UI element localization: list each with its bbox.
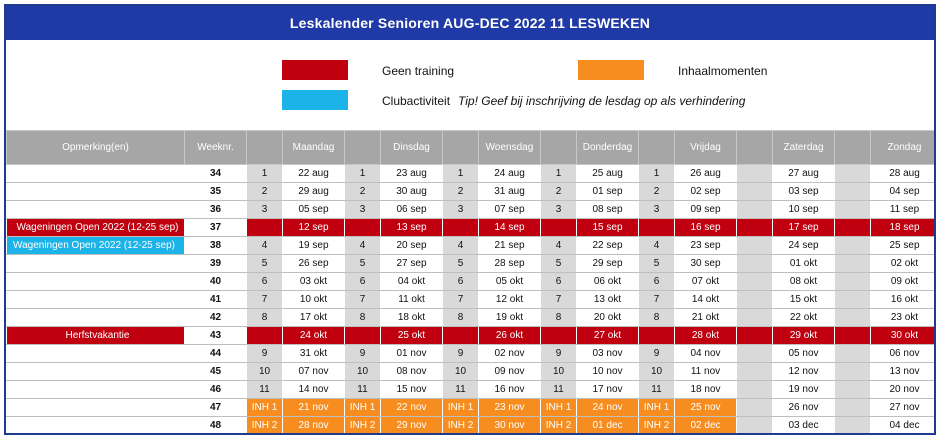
lesson-number-cell	[737, 165, 773, 183]
lesson-number-cell: 4	[247, 237, 283, 255]
date-cell: 22 aug	[283, 165, 345, 183]
remark-cell: Wageningen Open 2022 (12-25 sep)	[7, 219, 185, 237]
remark-cell	[7, 399, 185, 417]
lesson-number-cell: 3	[443, 201, 479, 219]
date-cell: 10 okt	[283, 291, 345, 309]
table-header	[7, 131, 937, 165]
table-row	[7, 345, 937, 363]
table-row	[7, 327, 937, 345]
lesson-number-cell	[835, 201, 871, 219]
table-row	[7, 399, 937, 417]
date-cell: 06 okt	[577, 273, 639, 291]
lesson-number-cell: 5	[639, 255, 675, 273]
date-cell: 01 sep	[577, 183, 639, 201]
lesson-number-cell	[737, 219, 773, 237]
date-cell: 03 nov	[577, 345, 639, 363]
lesson-number-cell: 11	[639, 381, 675, 399]
remark-cell	[7, 363, 185, 381]
date-cell: 29 aug	[283, 183, 345, 201]
lesson-number-cell	[835, 255, 871, 273]
date-cell: 26 nov	[773, 399, 835, 417]
date-cell: 17 nov	[577, 381, 639, 399]
lesson-number-cell	[835, 309, 871, 327]
date-cell: 02 okt	[871, 255, 937, 273]
legend-label-catch-up: Inhaalmomenten	[678, 64, 768, 78]
date-cell: 29 nov	[381, 417, 443, 435]
date-cell: 31 aug	[479, 183, 541, 201]
legend-label-club-activity: Clubactiviteit	[382, 94, 451, 108]
date-cell: 16 nov	[479, 381, 541, 399]
date-cell: 07 okt	[675, 273, 737, 291]
legend-tip: Tip! Geef bij inschrijving de lesdag op als verhindering	[458, 94, 746, 108]
lesson-number-cell: 11	[541, 381, 577, 399]
lesson-number-cell: INH 1	[247, 399, 283, 417]
date-cell: 18 okt	[381, 309, 443, 327]
date-cell: 01 nov	[381, 345, 443, 363]
lesson-number-cell	[737, 309, 773, 327]
lesson-number-cell	[737, 273, 773, 291]
remark-cell	[7, 381, 185, 399]
lesson-number-cell: 8	[443, 309, 479, 327]
lesson-number-cell: 11	[443, 381, 479, 399]
legend-swatch-catch-up	[578, 60, 644, 80]
lesson-number-cell: 11	[345, 381, 381, 399]
lesson-number-cell	[737, 399, 773, 417]
schedule-table	[6, 130, 936, 435]
column-header: Dinsdag	[381, 131, 443, 165]
lesson-number-cell: 2	[247, 183, 283, 201]
lesson-number-cell	[835, 183, 871, 201]
week-number-cell: 37	[185, 219, 247, 237]
date-cell: 23 nov	[479, 399, 541, 417]
lesson-number-cell: 6	[639, 273, 675, 291]
date-cell: 21 okt	[675, 309, 737, 327]
date-cell: 29 sep	[577, 255, 639, 273]
column-header	[345, 131, 381, 165]
table-row	[7, 273, 937, 291]
lesson-number-cell: 8	[247, 309, 283, 327]
date-cell: 27 nov	[871, 399, 937, 417]
date-cell: 28 okt	[675, 327, 737, 345]
lesson-number-cell: 5	[541, 255, 577, 273]
date-cell: 26 sep	[283, 255, 345, 273]
column-header	[737, 131, 773, 165]
column-header: Woensdag	[479, 131, 541, 165]
date-cell: 08 okt	[773, 273, 835, 291]
date-cell: 09 nov	[479, 363, 541, 381]
date-cell: 12 nov	[773, 363, 835, 381]
lesson-number-cell	[247, 327, 283, 345]
column-header: Zaterdag	[773, 131, 835, 165]
table-row	[7, 381, 937, 399]
lesson-number-cell: INH 2	[639, 417, 675, 435]
date-cell: 28 sep	[479, 255, 541, 273]
date-cell: 02 sep	[675, 183, 737, 201]
date-cell: 07 sep	[479, 201, 541, 219]
date-cell: 25 nov	[675, 399, 737, 417]
lesson-number-cell: INH 2	[443, 417, 479, 435]
date-cell: 23 okt	[871, 309, 937, 327]
column-header: Zondag	[871, 131, 937, 165]
date-cell: 10 sep	[773, 201, 835, 219]
date-cell: 12 okt	[479, 291, 541, 309]
date-cell: 06 sep	[381, 201, 443, 219]
column-header	[443, 131, 479, 165]
date-cell: 26 aug	[675, 165, 737, 183]
lesson-number-cell	[835, 291, 871, 309]
date-cell: 12 sep	[283, 219, 345, 237]
legend-swatch-club-activity	[282, 90, 348, 110]
lesson-number-cell: 10	[345, 363, 381, 381]
lesson-number-cell: 7	[443, 291, 479, 309]
week-number-cell: 44	[185, 345, 247, 363]
lesson-number-cell	[541, 219, 577, 237]
week-number-cell: 42	[185, 309, 247, 327]
remark-cell	[7, 255, 185, 273]
lesson-number-cell	[737, 291, 773, 309]
lesson-number-cell	[443, 327, 479, 345]
date-cell: 05 sep	[283, 201, 345, 219]
date-cell: 03 sep	[773, 183, 835, 201]
lesson-number-cell	[541, 327, 577, 345]
date-cell: 13 sep	[381, 219, 443, 237]
remark-cell: Wageningen Open 2022 (12-25 sep)	[7, 237, 185, 255]
lesson-number-cell: 2	[639, 183, 675, 201]
date-cell: 29 okt	[773, 327, 835, 345]
date-cell: 25 sep	[871, 237, 937, 255]
date-cell: 15 sep	[577, 219, 639, 237]
lesson-number-cell: 6	[541, 273, 577, 291]
lesson-number-cell: 5	[247, 255, 283, 273]
lesson-number-cell: 9	[345, 345, 381, 363]
date-cell: 28 nov	[283, 417, 345, 435]
table-row	[7, 255, 937, 273]
lesson-number-cell: 10	[541, 363, 577, 381]
date-cell: 01 dec	[577, 417, 639, 435]
date-cell: 19 sep	[283, 237, 345, 255]
date-cell: 27 aug	[773, 165, 835, 183]
date-cell: 09 okt	[871, 273, 937, 291]
table-body	[7, 165, 937, 435]
date-cell: 06 nov	[871, 345, 937, 363]
lesson-number-cell: 10	[639, 363, 675, 381]
lesson-number-cell: 5	[345, 255, 381, 273]
date-cell: 30 nov	[479, 417, 541, 435]
week-number-cell: 36	[185, 201, 247, 219]
lesson-number-cell: 2	[345, 183, 381, 201]
lesson-number-cell: 9	[443, 345, 479, 363]
date-cell: 04 dec	[871, 417, 937, 435]
date-cell: 08 sep	[577, 201, 639, 219]
lesson-number-cell: INH 1	[345, 399, 381, 417]
week-number-cell: 43	[185, 327, 247, 345]
remark-cell	[7, 165, 185, 183]
lesson-number-cell: 3	[639, 201, 675, 219]
remark-cell: Herfstvakantie	[7, 327, 185, 345]
date-cell: 17 okt	[283, 309, 345, 327]
lesson-number-cell	[737, 345, 773, 363]
date-cell: 02 dec	[675, 417, 737, 435]
date-cell: 24 nov	[577, 399, 639, 417]
week-number-cell: 40	[185, 273, 247, 291]
remark-cell	[7, 273, 185, 291]
lesson-number-cell	[737, 327, 773, 345]
lesson-number-cell: 9	[247, 345, 283, 363]
date-cell: 24 okt	[283, 327, 345, 345]
date-cell: 22 nov	[381, 399, 443, 417]
lesson-number-cell	[835, 237, 871, 255]
table-row	[7, 219, 937, 237]
date-cell: 04 nov	[675, 345, 737, 363]
lesson-number-cell: INH 2	[247, 417, 283, 435]
date-cell: 11 sep	[871, 201, 937, 219]
lesson-number-cell: INH 1	[541, 399, 577, 417]
lesson-number-cell	[737, 237, 773, 255]
remark-cell	[7, 291, 185, 309]
table-row	[7, 309, 937, 327]
lesson-number-cell	[835, 273, 871, 291]
date-cell: 30 okt	[871, 327, 937, 345]
table-row	[7, 183, 937, 201]
column-header: Weeknr.	[185, 131, 247, 165]
date-cell: 28 aug	[871, 165, 937, 183]
lesson-number-cell	[737, 183, 773, 201]
column-header: Opmerking(en)	[7, 131, 185, 165]
lesson-number-cell: 8	[541, 309, 577, 327]
lesson-number-cell: 2	[443, 183, 479, 201]
date-cell: 16 sep	[675, 219, 737, 237]
date-cell: 02 nov	[479, 345, 541, 363]
column-header: Donderdag	[577, 131, 639, 165]
date-cell: 04 sep	[871, 183, 937, 201]
legend-label-no-training: Geen training	[382, 64, 455, 78]
column-header	[541, 131, 577, 165]
date-cell: 24 sep	[773, 237, 835, 255]
lesson-number-cell: INH 1	[639, 399, 675, 417]
date-cell: 11 nov	[675, 363, 737, 381]
date-cell: 23 aug	[381, 165, 443, 183]
date-cell: 26 okt	[479, 327, 541, 345]
lesson-number-cell	[247, 219, 283, 237]
date-cell: 31 okt	[283, 345, 345, 363]
date-cell: 19 okt	[479, 309, 541, 327]
week-number-cell: 34	[185, 165, 247, 183]
date-cell: 22 okt	[773, 309, 835, 327]
lesson-number-cell: 7	[639, 291, 675, 309]
lesson-number-cell	[835, 363, 871, 381]
week-number-cell: 48	[185, 417, 247, 435]
legend-swatch-no-training	[282, 60, 348, 80]
column-header	[639, 131, 675, 165]
column-header	[247, 131, 283, 165]
lesson-number-cell: 3	[541, 201, 577, 219]
lesson-number-cell	[737, 255, 773, 273]
remark-cell	[7, 417, 185, 435]
lesson-number-cell: 10	[443, 363, 479, 381]
lesson-number-cell: 7	[247, 291, 283, 309]
lesson-number-cell: 9	[639, 345, 675, 363]
date-cell: 01 okt	[773, 255, 835, 273]
lesson-number-cell	[835, 345, 871, 363]
page-title: Leskalender Senioren AUG-DEC 2022 11 LESWEKEN	[6, 6, 934, 40]
date-cell: 19 nov	[773, 381, 835, 399]
date-cell: 05 nov	[773, 345, 835, 363]
table-row	[7, 291, 937, 309]
week-number-cell: 46	[185, 381, 247, 399]
lesson-number-cell	[345, 327, 381, 345]
lesson-number-cell: INH 2	[345, 417, 381, 435]
lesson-number-cell	[737, 363, 773, 381]
week-number-cell: 39	[185, 255, 247, 273]
lesson-number-cell: 6	[443, 273, 479, 291]
legend	[6, 40, 934, 128]
lesson-number-cell: 9	[541, 345, 577, 363]
lesson-number-cell: 2	[541, 183, 577, 201]
table-row	[7, 237, 937, 255]
lesson-number-cell: 3	[345, 201, 381, 219]
date-cell: 20 sep	[381, 237, 443, 255]
lesson-number-cell	[835, 381, 871, 399]
date-cell: 17 sep	[773, 219, 835, 237]
remark-cell	[7, 345, 185, 363]
date-cell: 15 nov	[381, 381, 443, 399]
lesson-number-cell: 4	[639, 237, 675, 255]
lesson-number-cell: 6	[345, 273, 381, 291]
date-cell: 14 sep	[479, 219, 541, 237]
lesson-number-cell: 11	[247, 381, 283, 399]
lesson-number-cell: 1	[443, 165, 479, 183]
lesson-number-cell: 4	[541, 237, 577, 255]
lesson-number-cell: 7	[541, 291, 577, 309]
date-cell: 13 nov	[871, 363, 937, 381]
date-cell: 07 nov	[283, 363, 345, 381]
lesson-number-cell: 1	[541, 165, 577, 183]
lesson-number-cell	[835, 219, 871, 237]
lesson-number-cell: 6	[247, 273, 283, 291]
lesson-number-cell	[639, 327, 675, 345]
lesson-number-cell: 8	[345, 309, 381, 327]
lesson-number-cell: INH 2	[541, 417, 577, 435]
lesson-number-cell: 1	[345, 165, 381, 183]
lesson-number-cell: 1	[247, 165, 283, 183]
lesson-number-cell: 7	[345, 291, 381, 309]
remark-cell	[7, 309, 185, 327]
table-row	[7, 363, 937, 381]
date-cell: 14 nov	[283, 381, 345, 399]
lesson-number-cell: 5	[443, 255, 479, 273]
date-cell: 30 sep	[675, 255, 737, 273]
date-cell: 03 okt	[283, 273, 345, 291]
lesson-number-cell	[737, 417, 773, 435]
date-cell: 25 okt	[381, 327, 443, 345]
lesson-number-cell: 8	[639, 309, 675, 327]
date-cell: 30 aug	[381, 183, 443, 201]
date-cell: 27 okt	[577, 327, 639, 345]
lesson-number-cell	[345, 219, 381, 237]
lesson-number-cell	[835, 165, 871, 183]
lesson-number-cell	[835, 399, 871, 417]
lesson-number-cell	[639, 219, 675, 237]
date-cell: 16 okt	[871, 291, 937, 309]
remark-cell	[7, 183, 185, 201]
lesson-number-cell	[737, 381, 773, 399]
lesson-number-cell	[835, 417, 871, 435]
date-cell: 08 nov	[381, 363, 443, 381]
date-cell: 20 nov	[871, 381, 937, 399]
table-row	[7, 417, 937, 435]
lesson-number-cell: INH 1	[443, 399, 479, 417]
lesson-number-cell: 3	[247, 201, 283, 219]
date-cell: 13 okt	[577, 291, 639, 309]
date-cell: 24 aug	[479, 165, 541, 183]
week-number-cell: 45	[185, 363, 247, 381]
date-cell: 03 dec	[773, 417, 835, 435]
week-number-cell: 38	[185, 237, 247, 255]
lesson-number-cell	[737, 201, 773, 219]
column-header: Vrijdag	[675, 131, 737, 165]
date-cell: 18 nov	[675, 381, 737, 399]
date-cell: 23 sep	[675, 237, 737, 255]
calendar-sheet	[4, 4, 936, 435]
lesson-number-cell: 10	[247, 363, 283, 381]
date-cell: 10 nov	[577, 363, 639, 381]
date-cell: 22 sep	[577, 237, 639, 255]
date-cell: 04 okt	[381, 273, 443, 291]
date-cell: 25 aug	[577, 165, 639, 183]
date-cell: 20 okt	[577, 309, 639, 327]
lesson-number-cell	[835, 327, 871, 345]
date-cell: 27 sep	[381, 255, 443, 273]
week-number-cell: 41	[185, 291, 247, 309]
lesson-number-cell: 4	[345, 237, 381, 255]
date-cell: 18 sep	[871, 219, 937, 237]
date-cell: 09 sep	[675, 201, 737, 219]
date-cell: 11 okt	[381, 291, 443, 309]
table-row	[7, 201, 937, 219]
lesson-number-cell	[443, 219, 479, 237]
week-number-cell: 47	[185, 399, 247, 417]
date-cell: 21 nov	[283, 399, 345, 417]
table-row	[7, 165, 937, 183]
column-header: Maandag	[283, 131, 345, 165]
remark-cell	[7, 201, 185, 219]
date-cell: 21 sep	[479, 237, 541, 255]
date-cell: 14 okt	[675, 291, 737, 309]
lesson-number-cell: 1	[639, 165, 675, 183]
date-cell: 05 okt	[479, 273, 541, 291]
lesson-number-cell: 4	[443, 237, 479, 255]
date-cell: 15 okt	[773, 291, 835, 309]
week-number-cell: 35	[185, 183, 247, 201]
column-header	[835, 131, 871, 165]
